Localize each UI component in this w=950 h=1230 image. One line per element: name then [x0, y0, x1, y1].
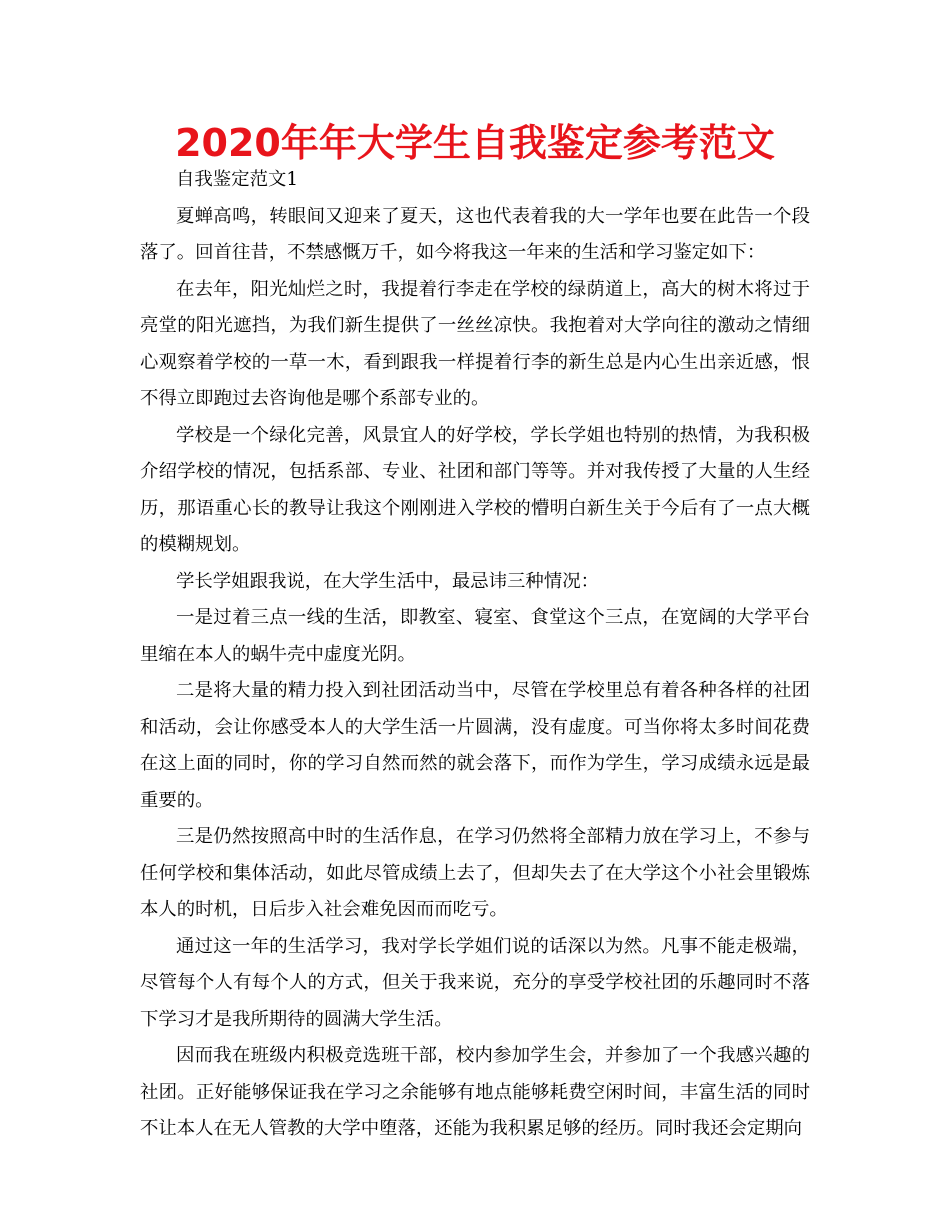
paragraph: 二是将大量的精力投入到社团活动当中，尽管在学校里总有着各种各样的社团和活动，会让你感受本人的大学生活一片圆满，没有虚度。可当你将太多时间花费在这上面的同时，你的学习自然而然的就会落下，而作为学生，学习成绩永远是最重要的。 — [140, 680, 810, 811]
paragraph: 学长学姐跟我说，在大学生活中，最忌讳三种情况： — [176, 570, 599, 592]
document-body — [140, 162, 810, 1148]
paragraph: 通过这一年的生活学习，我对学长学姐们说的话深以为然。凡事不能走极端，尽管每个人有每个人的方式，但关于我来说，充分的享受学校社团的乐趣同时不落下学习才是我所期待的圆满大学生活。 — [140, 935, 810, 1030]
paragraph: 夏蝉高鸣，转眼间又迎来了夏天，这也代表着我的大一学年也要在此告一个段落了。回首往昔，不禁感慨万千，如今将我这一年来的生活和学习鉴定如下： — [140, 205, 810, 263]
paragraph: 因而我在班级内积极竞选班干部，校内参加学生会，并参加了一个我感兴趣的社团。正好能够保证我在学习之余能够有地点能够耗费空闲时间，丰富生活的同时不让本人在无人管教的大学中堕落，还能为我积累足够的经历。同时我还会定期向 — [140, 1045, 810, 1139]
paragraph: 在去年，阳光灿烂之时，我提着行李走在学校的绿荫道上，高大的树木将过于亮堂的阳光遮挡，为我们新生提供了一丝丝凉快。我抱着对大学向往的激动之情细心观察着学校的一草一木，看到跟我一样提着行李的新生总是内心生出亲近感，恨不得立即跑过去咨询他是哪个系部专业的。 — [140, 278, 810, 409]
paragraph: 一是过着三点一线的生活，即教室、寝室、食堂这个三点，在宽阔的大学平台里缩在本人的蜗牛壳中虚度光阴。 — [140, 607, 810, 665]
paragraph: 三是仍然按照高中时的生活作息，在学习仍然将全部精力放在学习上，不参与任何学校和集体活动，如此尽管成绩上去了，但却失去了在大学这个小社会里锻炼本人的时机，日后步入社会难免因而而吃亏。 — [140, 826, 810, 920]
paragraph: 学校是一个绿化完善，风景宜人的好学校，学长学姐也特别的热情，为我积极介绍学校的情况，包括系部、专业、社团和部门等等。并对我传授了大量的人生经历，那语重心长的教导让我这个刚刚进入学校的懵明白新生关于今后有了一点大概的模糊规划。 — [140, 424, 810, 555]
paragraph-subheading: 自我鉴定范文1 — [176, 169, 299, 190]
document-title: 2020年年大学生自我鉴定参考范文 — [175, 121, 775, 165]
